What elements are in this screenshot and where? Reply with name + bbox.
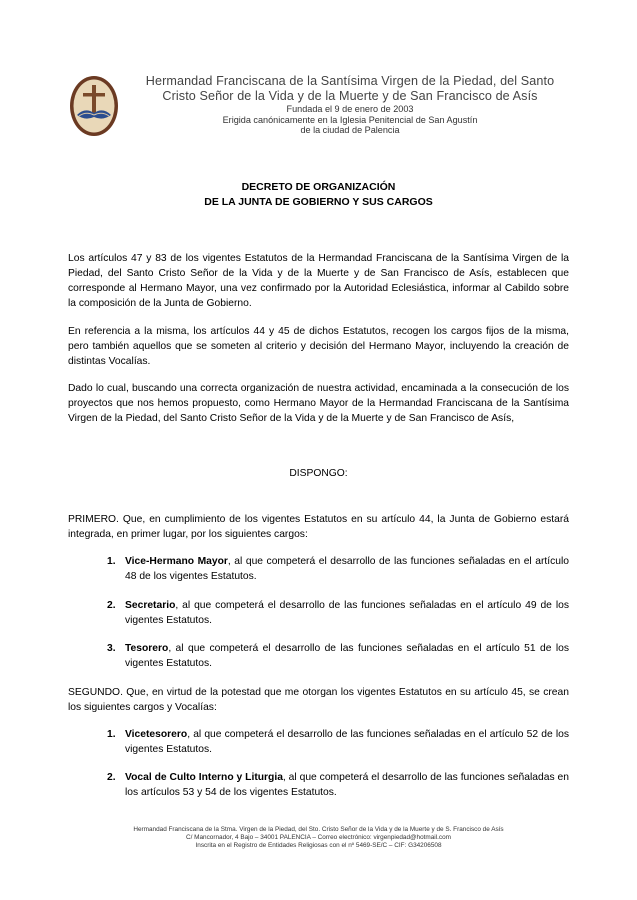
list-number: 1.	[107, 729, 116, 740]
dispongo-heading: DISPONGO:	[289, 468, 348, 479]
list-text: , al que competerá el desarrollo de las funciones señaladas en el artículo 52 de los vigentes Estatutos.	[125, 729, 569, 755]
page-footer	[0, 826, 637, 850]
decree-title-line-1: DECRETO DE ORGANIZACIÓN	[241, 181, 396, 193]
erected-line-2: de la ciudad de Palencia	[300, 125, 400, 135]
list-text: , al que competerá el desarrollo de las funciones señaladas en el artículo 49 de los vigentes Estatutos.	[125, 600, 569, 626]
paragraph-primero: PRIMERO. Que, en cumplimiento de los vigentes Estatutos en su artículo 44, la Junta de Gobierno estará integrada, en primer lugar, por los siguientes cargos:	[68, 514, 569, 540]
footer-line-1: Hermandad Franciscana de la Stma. Virgen de la Piedad, del Sto. Cristo Señor de la Vida y de la Muerte y de S. Francisco de Asís	[133, 826, 504, 833]
list-number: 3.	[107, 643, 116, 654]
footer-line-3: Inscrita en el Registro de Entidades Religiosas con el nº 5469-SE/C – CIF: G34206508	[195, 842, 442, 849]
brotherhood-name-line-1: Hermandad Franciscana de la Santísima Virgen de la Piedad, del Santo	[145, 74, 555, 88]
list-item	[107, 598, 569, 628]
letterhead	[130, 74, 570, 136]
erected-line-1: Erigida canónicamente en la Iglesia Penitencial de San Agustín	[222, 114, 478, 125]
list-text: , al que competerá el desarrollo de las funciones señaladas en el artículo 48 de los vigentes Estatutos.	[125, 556, 570, 582]
decree-title-line-2: DE LA JUNTA DE GOBIERNO Y SUS CARGOS	[204, 196, 433, 208]
list-term: Secretario	[125, 600, 176, 611]
brotherhood-name-line-2: Cristo Señor de la Vida y de la Muerte y de San Francisco de Asís	[162, 89, 538, 103]
footer-line-2: C/ Mancornador, 4 Bajo – 34001 PALENCIA – Correo electrónico: virgenpiedad@hotmail.com	[186, 834, 451, 841]
decree-title	[0, 180, 637, 210]
paragraph-reference: En referencia a la misma, los artículos 44 y 45 de dichos Estatutos, recogen los cargos fijos de la misma, pero también aquellos que se someten al criterio y decisión del Hermano Mayor, incluyendo la creación de distintas Vocalías.	[68, 326, 569, 367]
paragraph-segundo: SEGUNDO. Que, en virtud de la potestad que me otorgan los vigentes Estatutos en su artículo 45, se crean los siguientes cargos y Vocalías:	[68, 687, 569, 713]
list-text: , al que competerá el desarrollo de las funciones señaladas en el artículo 51 de los vigentes Estatutos.	[125, 643, 569, 669]
list-item	[107, 770, 569, 800]
list-item	[107, 554, 569, 584]
list-term: Vocal de Culto Interno y Liturgia	[125, 772, 283, 783]
list-term: Vicetesorero	[125, 729, 188, 740]
brotherhood-emblem-icon	[69, 75, 119, 137]
list-number: 2.	[107, 600, 116, 611]
paragraph-intro: Los artículos 47 y 83 de los vigentes Estatutos de la Hermandad Franciscana de la Santísima Virgen de la Piedad, del Santo Cristo Señor de la Vida y de la Muerte y de San Francisco de Asís, establecen que corresponde al Hermano Mayor, una vez confirmado por la Autoridad Eclesiástica, informar al Cabildo sobre la composición de la Junta de Gobierno.	[68, 253, 569, 309]
paragraph-purpose: Dado lo cual, buscando una correcta organización de nuestra actividad, encaminada a la consecución de los proyectos que nos hemos propuesto, como Hermano Mayor de la Hermandad Franciscana de la Santísima Virgen de la Piedad, del Santo Cristo Señor de la Vida y de la Muerte y de San Francisco de Asís,	[68, 383, 569, 424]
founded-date: Fundada el 9 de enero de 2003	[286, 104, 414, 114]
list-term: Tesorero	[125, 643, 169, 654]
list-item	[107, 727, 569, 757]
list-term: Vice-Hermano Mayor	[125, 556, 228, 567]
list-number: 1.	[107, 556, 116, 567]
list-number: 2.	[107, 772, 116, 783]
list-item	[107, 641, 569, 671]
list-text: , al que competerá el desarrollo de las funciones señaladas en los artículos 53 y 54 de los vigentes Estatutos.	[125, 772, 569, 798]
